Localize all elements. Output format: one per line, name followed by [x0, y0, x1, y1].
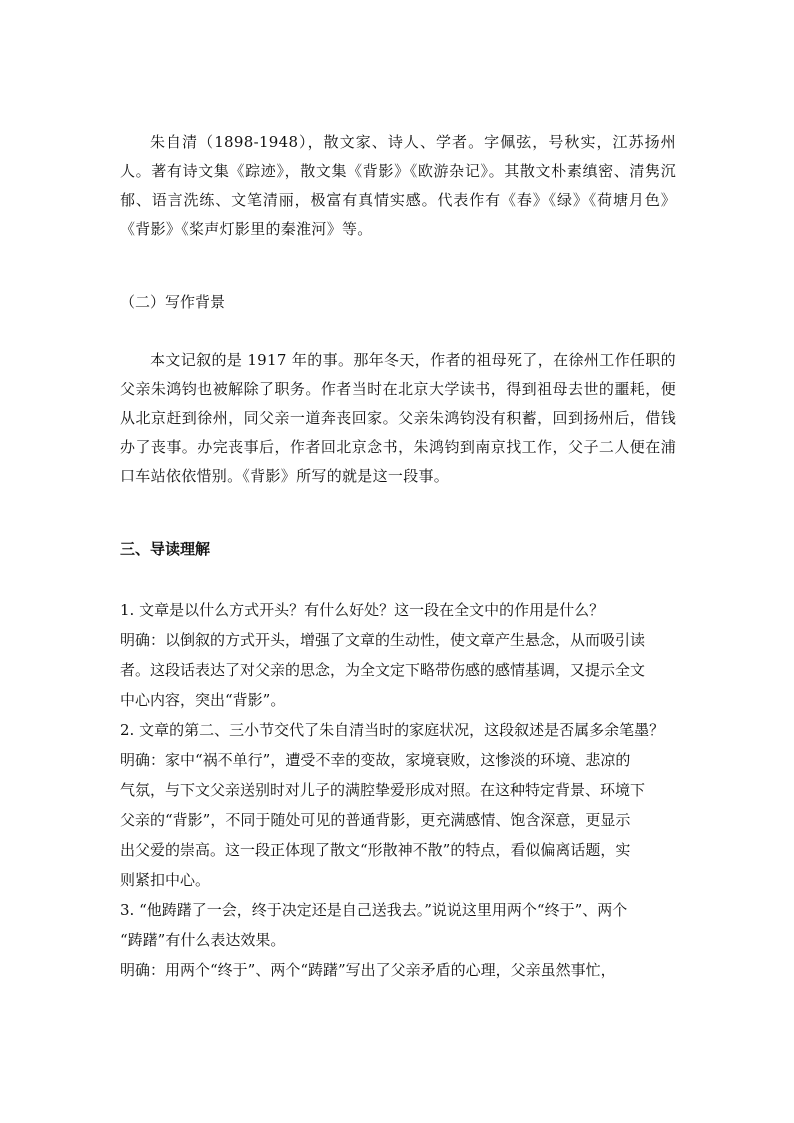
question-2: 2. 文章的第二、三小节交代了朱自清当时的家庭状况，这段叙述是否属多余笔墨？: [120, 721, 665, 739]
question-3: 3. “他踌躇了一会，终于决定还是自己送我去。”说说这里用两个“终于”、两个: [120, 901, 628, 919]
answer-2-line: 出父爱的崇高。这一段正体现了散文“形散神不散”的特点，看似偏离话题，实: [120, 841, 631, 859]
question-3-line: “踌躇”有什么表达效果。: [120, 931, 286, 949]
answer-2-line: 则紧扣中心。: [120, 871, 211, 889]
answer-3-line: 明确：用两个“终于”、两个“踌躇”写出了父亲矛盾的心理，父亲虽然事忙，: [120, 961, 616, 979]
answer-2-line: 明确：家中“祸不单行”，遭受不幸的变故，家境衰败，这惨淡的环境、悲凉的: [120, 751, 631, 769]
guided-reading-heading: 三、导读理解: [120, 540, 211, 558]
question-1: 1. 文章是以什么方式开头？有什么好处？这一段在全文中的作用是什么？: [120, 601, 605, 619]
author-intro-paragraph: 朱自清（1898-1948），散文家、诗人、学者。字佩弦，号秋实，江苏扬州人。著有诗文集《踪迹》，散文集《背影》《欧游杂记》。其散文朴素缜密、清隽沉郁、语言洗练、文笔清丽，极富有真情实感。代表作有《春》《绿》《荷塘月色》《背影》《桨声灯影里的秦淮河》等。: [120, 133, 676, 238]
answer-1-line: 者。这段话表达了对父亲的思念，为全文定下略带伤感的感情基调，又提示全文: [120, 661, 646, 679]
answer-2-line: 气氛，与下文父亲送别时对儿子的满腔挚爱形成对照。在这种特定背景、环境下: [120, 781, 646, 799]
answer-1-line: 明确：以倒叙的方式开头，增强了文章的生动性，使文章产生悬念，从而吸引读: [120, 631, 646, 649]
writing-background-paragraph: 本文记叙的是 1917 年的事。那年冬天，作者的祖母死了，在徐州工作任职的父亲朱鸿钧也被解除了职务。作者当时在北京大学读书，得到祖母去世的噩耗，便从北京赶到徐州，同父亲一道奔丧回家。父亲朱鸿钧没有积蓄，回到扬州后，借钱办了丧事。办完丧事后，作者回北京念书，朱鸿钧到南京找工作，父子二人便在浦口车站依依惜别。《背影》所写的就是这一段事。: [120, 351, 676, 485]
answer-2-line: 父亲的“背影”，不同于随处可见的普通背影，更充满感情、饱含深意，更显示: [120, 811, 631, 829]
writing-background-heading: （二）写作背景: [120, 293, 226, 311]
answer-1-line: 中心内容，突出“背影”。: [120, 691, 286, 709]
